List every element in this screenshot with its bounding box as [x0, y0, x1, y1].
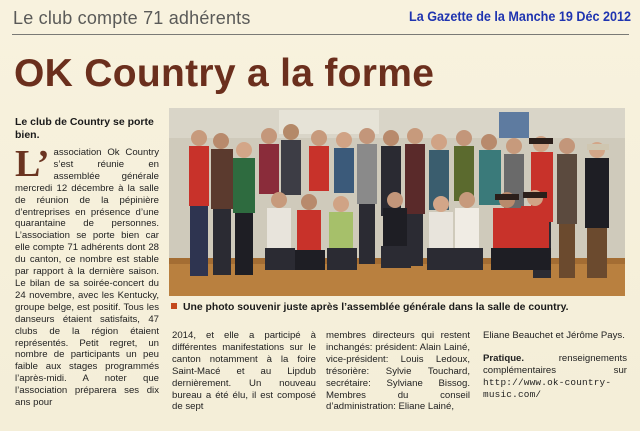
photo-caption-text: Une photo souvenir juste après l’assemblée générale dans la salle de country.	[183, 302, 569, 313]
column-3-text: Eliane Beauchet et Jérôme Pays.	[483, 330, 625, 341]
article-column-3	[483, 330, 627, 401]
section-kicker: Le club compte 71 adhérents	[13, 8, 251, 28]
photo-caption	[171, 302, 569, 313]
caption-marker-icon	[171, 303, 177, 309]
group-photo-illustration	[169, 108, 625, 296]
practical-info-label: Pratique.	[483, 352, 525, 364]
website-link[interactable]: http://www.ok-country-music.com/	[483, 376, 612, 400]
lead-text: association Ok Country s’est réunie en assemblée générale mercredi 12 décembre à la salle de réunion de la pépinière d’entreprises en présence d’une quarantaine de personnes. L’association se porte bien car elle compte 71 adhérents dont 28 du canton, ce nombre est stable par rapport à la dernière saison. Le bilan de sa soirée-concert du 24 novembre, avec les Kentucky, groupe belge, est positif. Tous les danseurs étaient satisfaits, 47 clubs de la région étaient représentés. Petit regret, un nombre de participants un peu faible aux stages programmés l’après-midi. A noter que l’association préparera ses dix ans pour	[15, 147, 159, 409]
header-rule	[12, 34, 629, 35]
publication-source: La Gazette de la Manche 19 Déc 2012	[409, 8, 632, 24]
drop-cap: L’	[15, 143, 50, 185]
lead-paragraph	[15, 143, 159, 409]
article-headline: OK Country a la forme	[14, 52, 435, 95]
article-subhead: Le club de Country se porte bien.	[15, 116, 154, 141]
practical-info-text: renseignements complémentaires sur	[483, 352, 627, 376]
group-photo	[169, 108, 625, 296]
article-column-2: membres directeurs qui restent inchangés: président: Alain Lainé, vice-président: Louis Ledoux, trésorière: Sylvie Touchard, secrétaire: Sylviane Bissog. Membres du conseil d’administration: Eliane Lainé,	[326, 330, 470, 413]
article-column-1: 2014, et elle a participé à différentes manifestations sur le canton notamment à la foire Saint-Macé et au Lipdub dernièrement. Un nouveau bureau a été élu, il est composé de sept	[172, 330, 316, 413]
